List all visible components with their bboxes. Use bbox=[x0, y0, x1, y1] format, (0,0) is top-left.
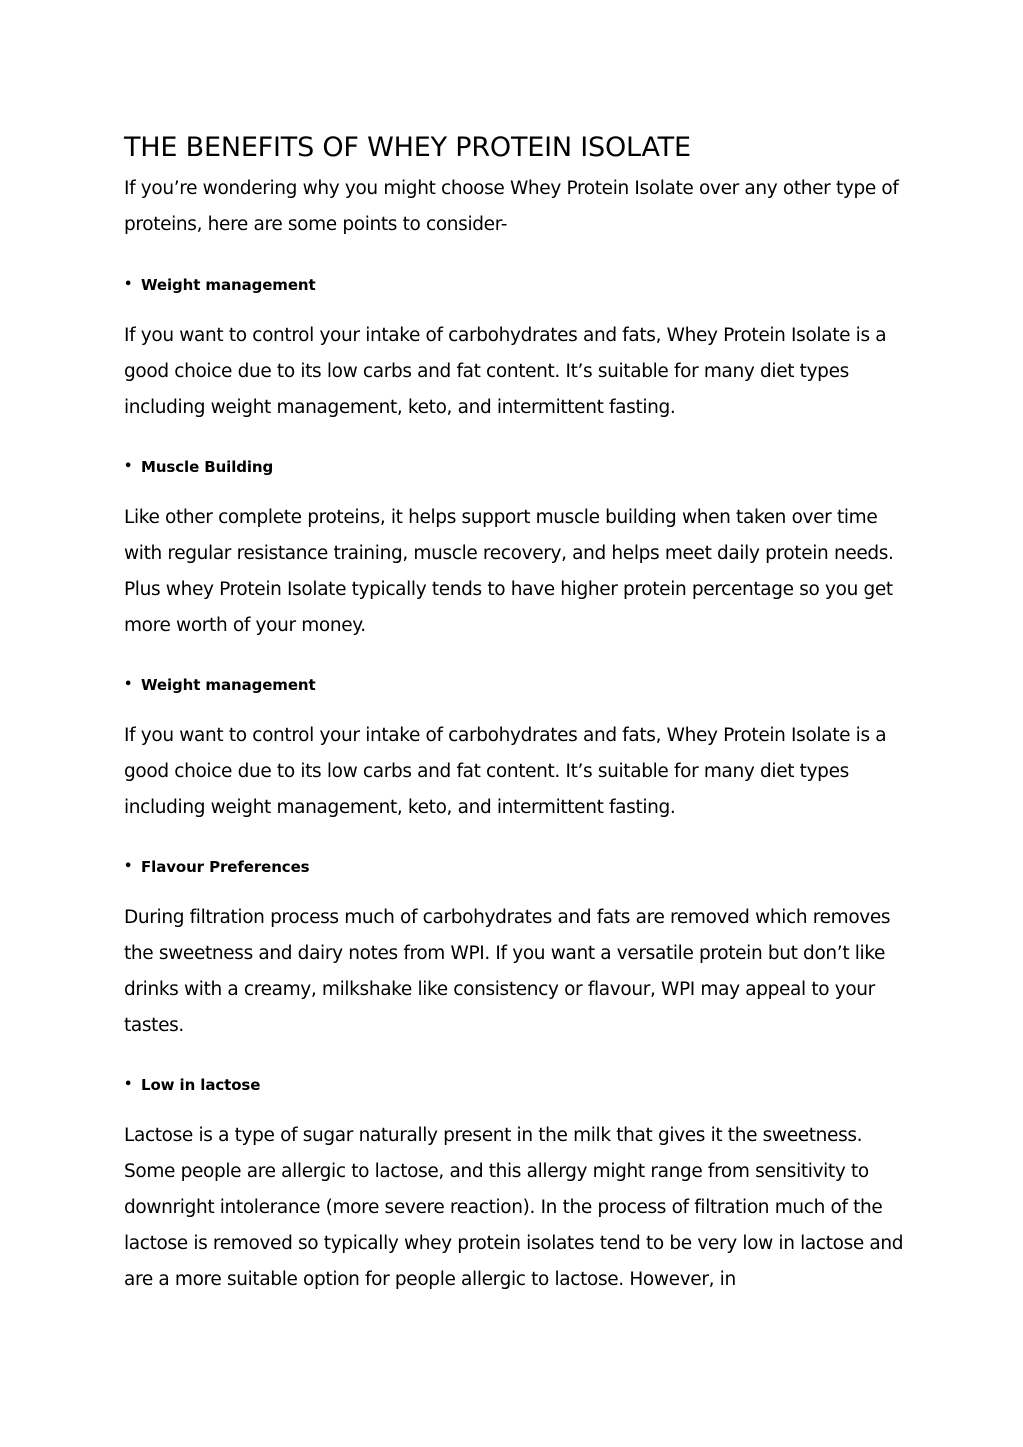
bullet-heading-weight-management bbox=[124, 275, 914, 295]
bullet-icon: • bbox=[124, 677, 133, 692]
document-content bbox=[124, 128, 914, 1298]
bullet-icon: • bbox=[124, 859, 133, 874]
bullet-heading-low-in-lactose bbox=[124, 1075, 914, 1095]
bullet-heading-label: Muscle Building bbox=[141, 458, 274, 476]
bullet-heading-label: Weight management bbox=[141, 276, 316, 294]
section-paragraph: If you want to control your intake of carbohydrates and fats, Whey Protein Isolate is a good choice due to its low carbs and fat content. It’s suitable for many diet types including weight management, keto, and intermittent fasting. bbox=[124, 725, 887, 818]
section-paragraph: During filtration process much of carbohydrates and fats are removed which removes the sweetness and dairy notes from WPI. If you want a versatile protein but don’t like drinks with a creamy, milkshake like consistency or flavour, WPI may appeal to your tastes. bbox=[124, 907, 891, 1036]
section-paragraph: Lactose is a type of sugar naturally present in the milk that gives it the sweetness. Some people are allergic to lactose, and this allergy might range from sensitivity to downright intolerance (more severe reaction). In the process of filtration much of the lactose is removed so typically whey protein isolates tend to be very low in lactose and are a more suitable option for people allergic to lactose. However, in bbox=[124, 1125, 904, 1290]
bullet-heading-label: Low in lactose bbox=[141, 1076, 261, 1094]
intro-paragraph: If you’re wondering why you might choose Whey Protein Isolate over any other type of proteins, here are some points to consider- bbox=[124, 178, 899, 235]
bullet-heading-flavour-preferences bbox=[124, 857, 914, 877]
bullet-icon: • bbox=[124, 1077, 133, 1092]
document-title: THE BENEFITS OF WHEY PROTEIN ISOLATE bbox=[124, 132, 691, 163]
bullet-heading-muscle-building bbox=[124, 457, 914, 477]
bullet-icon: • bbox=[124, 459, 133, 474]
bullet-icon: • bbox=[124, 277, 133, 292]
section-paragraph: If you want to control your intake of carbohydrates and fats, Whey Protein Isolate is a good choice due to its low carbs and fat content. It’s suitable for many diet types including weight management, keto, and intermittent fasting. bbox=[124, 325, 887, 418]
bullet-heading-label: Weight management bbox=[141, 676, 316, 694]
section-paragraph: Like other complete proteins, it helps support muscle building when taken over time with regular resistance training, muscle recovery, and helps meet daily protein needs. Plus whey Protein Isolate typically tends to have higher protein percentage so you get more worth of your money. bbox=[124, 507, 894, 636]
bullet-heading-label: Flavour Preferences bbox=[141, 858, 310, 876]
bullet-heading-weight-management-2 bbox=[124, 675, 914, 695]
